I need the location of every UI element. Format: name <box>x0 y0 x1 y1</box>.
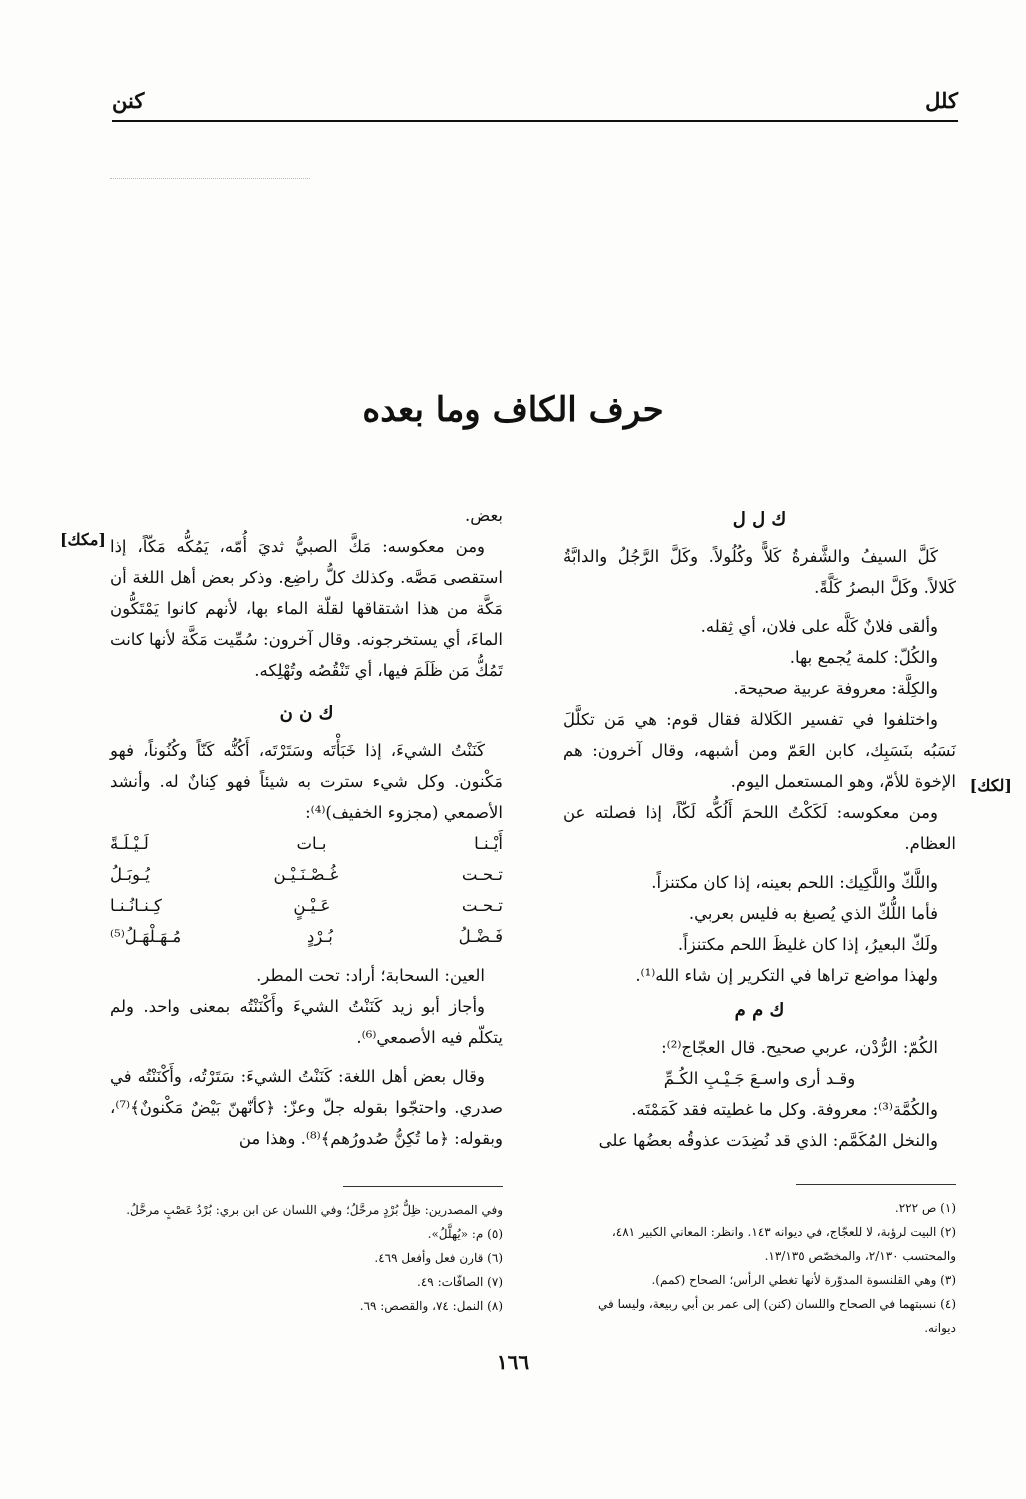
poem-word: تـحـت <box>461 896 503 915</box>
entry-paragraph: واختلفوا في تفسير الكَلالة فقال قوم: هي مَن تكلَّلَ نَسَبُه بنَسَبِك، كابن العَمّ ومن أشبهه، وقال آخرون: هم الإخوة للأمّ، وهو المستعمل اليوم. <box>563 710 956 791</box>
poem-word: تـحـت <box>461 865 503 884</box>
running-header <box>112 86 958 122</box>
footnote-rule-right <box>796 1184 956 1185</box>
footnote: (٦) قارن فعل وأفعل ٤٦٩. <box>374 1251 503 1265</box>
entry-paragraph: كَنَنْتُ الشيءَ، إذا خَبَأْتَه وسَتَرْتَه، أَكُنُّه كَنّاً وكُنُوناً، فهو مَكْنون. وكل شيء سترت به شيئاً فهو كِنانٌ له. وأنشد الأصمعي (مجزوء الخفيف)⁽⁴⁾: <box>110 741 503 822</box>
poem <box>110 828 503 952</box>
entry-paragraph: والكُمَّة⁽³⁾: معروفة. وكل ما غطيته فقد كَمَمْتَه. <box>631 1100 938 1119</box>
entry-paragraph: ومن معكوسه: مَكَّ الصبيُّ ثديَ أُمّه، يَمُكُّه مَكّاً، إذا استقصى مَصَّه. وكذلك كلُّ راضِع. وذكر بعض أهل اللغة أن مَكَّة من هذا اشتقاقها لقلّة الماء بها، لأنهم كانوا يَمْتَكُّون الماءَ، أي يستخرجونه. وقال آخرون: سُمِّيت مَكَّة لأنها كانت تَمُكُّ مَن ظَلَمَ فيها، أي تَنْقُصُه وتُهْلِكه. <box>110 537 503 680</box>
entry-paragraph: ومن معكوسه: لَكَكْتُ اللحمَ أَلُكُّه لَكّاً، إذا فصلته عن العظام. <box>563 803 956 853</box>
verse-line: وقـد أرى واسـعَ جَـيْـبِ الكُـمِّ <box>663 1069 856 1088</box>
entry-paragraph: والكُلّ: كلمة يُجمع بها. <box>789 648 938 667</box>
footnotes-left <box>110 1198 503 1318</box>
footnote: (٥) م: «يُهلَّلُ». <box>427 1227 503 1241</box>
poem-word: بُـرْدٍ <box>307 927 333 946</box>
entry-paragraph: كَلَّ السيفُ والشَّفرةُ كَلاًّ وكُلُولاً. وكَلَّ الرَّجُلُ والدابَّةُ كَلالاً. وكَلَّ البصرُ كَلَّةً. <box>563 547 956 597</box>
scan-artifact-line <box>110 178 310 179</box>
chapter-title: حرف الكاف وما بعده <box>362 390 664 430</box>
poem-word: عَـيْـنٍ <box>293 896 331 915</box>
root-heading-knn: ك ن ن <box>279 703 334 724</box>
entry-paragraph: فأما اللُّكّ الذي يُصبغ به فليس بعربي. <box>688 904 938 923</box>
poem-line <box>110 828 503 859</box>
entry-paragraph: وأجاز أبو زيد كَنَنْتُ الشيءَ وأَكْنَنْتُه بمعنى واحد. ولم يتكلّم فيه الأصمعي⁽⁶⁾. <box>110 997 503 1047</box>
root-heading-kll: ك ل ل <box>732 509 787 530</box>
footnote-rule-left <box>343 1186 503 1187</box>
poem-line <box>110 859 503 890</box>
poem-word: لَـيْـلَـةً <box>110 834 149 853</box>
entry-paragraph: والنخل المُكَمَّم: الذي قد نُضِدَت عذوقُه بعضُها على <box>598 1131 938 1150</box>
right-column <box>563 500 956 1156</box>
entry-paragraph: وألقى فلانٌ كَلَّه على فلان، أي ثِقله. <box>700 617 938 636</box>
header-left-word: كنن <box>112 88 145 113</box>
entry-paragraph: بعض. <box>464 506 503 525</box>
poem-word: يُـوبَـلُ <box>110 865 150 884</box>
poem-line <box>110 921 503 952</box>
entry-paragraph: والكِلَّة: معروفة عربية صحيحة. <box>733 679 938 698</box>
poem-word: أَيْـنـا <box>474 834 503 853</box>
footnote: (٨) النمل: ٧٤، والقصص: ٦٩. <box>359 1299 503 1313</box>
poem-word: بـات <box>296 834 327 853</box>
root-heading-kmm: ك م م <box>734 1000 785 1021</box>
page-number: ١٦٦ <box>496 1350 530 1374</box>
footnote: (٧) الصافّات: ٤٩. <box>417 1275 503 1289</box>
left-column <box>110 500 503 1154</box>
margin-root-note-mkk: [مكك] <box>59 530 106 549</box>
footnote: (١) ص ٢٢٢. <box>894 1201 956 1215</box>
footnote: (٢) البيت لرؤبة، لا للعجّاج، في ديوانه ١٤٣. وانظر: المعاني الكبير ٤٨١، والمحتسب ٢/١٣٠، والمخصّص ١٣/١٣٥. <box>611 1225 956 1263</box>
poem-word: مُـهَـلْهَـلُ⁽⁵⁾ <box>110 927 182 946</box>
footnote: (٣) وهي القلنسوة المدوّرة لأنها تغطي الرأس؛ الصحاح (كمم). <box>651 1273 956 1287</box>
footnotes-right <box>563 1196 956 1340</box>
footnote: وفي المصدرين: ظِلُّ بُرْدٍ مرحَّلُ؛ وفي اللسان عن ابن بري: بُرْدُ عَصْبٍ مرحَّلُ. <box>126 1203 503 1217</box>
entry-paragraph: الكُمّ: الرُّدْن، عربي صحيح. قال العجّاج⁽²⁾: <box>661 1038 938 1057</box>
poem-word: غُـصْـنَـيْـن <box>273 865 339 884</box>
poem-word: كِـنـانُـنـا <box>110 896 162 915</box>
margin-root-note-lkk: [لكك] <box>969 776 1012 795</box>
entry-paragraph: واللَّكّ واللَّكِيك: اللحم بعينه، إذا كان مكتنزاً. <box>651 873 938 892</box>
footnote: (٤) نسبتهما في الصحاح واللسان (كنن) إلى عمر بن أبي ربيعة، وليسا في ديوانه. <box>598 1297 956 1335</box>
entry-paragraph: ولَكّ البعيرُ، إذا كان غليظَ اللحم مكتنزاً. <box>677 935 938 954</box>
poem-line <box>110 890 503 921</box>
entry-paragraph: وقال بعض أهل اللغة: كَنَنْتُ الشيءَ: سَتَرْتُه، وأَكْنَنْتُه في صدري. واحتجّوا بقوله جلّ وعزّ: ﴿كأنّهنّ بَيْضٌ مَكْنونٌ﴾⁽⁷⁾، وبقوله: ﴿ما تُكِنُّ صُدورُهم﴾⁽⁸⁾. وهذا من <box>110 1067 503 1148</box>
poem-word: فَـضْـلُ <box>458 927 503 946</box>
entry-paragraph: العين: السحابة؛ أراد: تحت المطر. <box>256 966 485 985</box>
entry-paragraph: ولهذا مواضع تراها في التكرير إن شاء الله⁽¹⁾. <box>635 966 938 985</box>
header-right-word: كلل <box>925 88 958 113</box>
